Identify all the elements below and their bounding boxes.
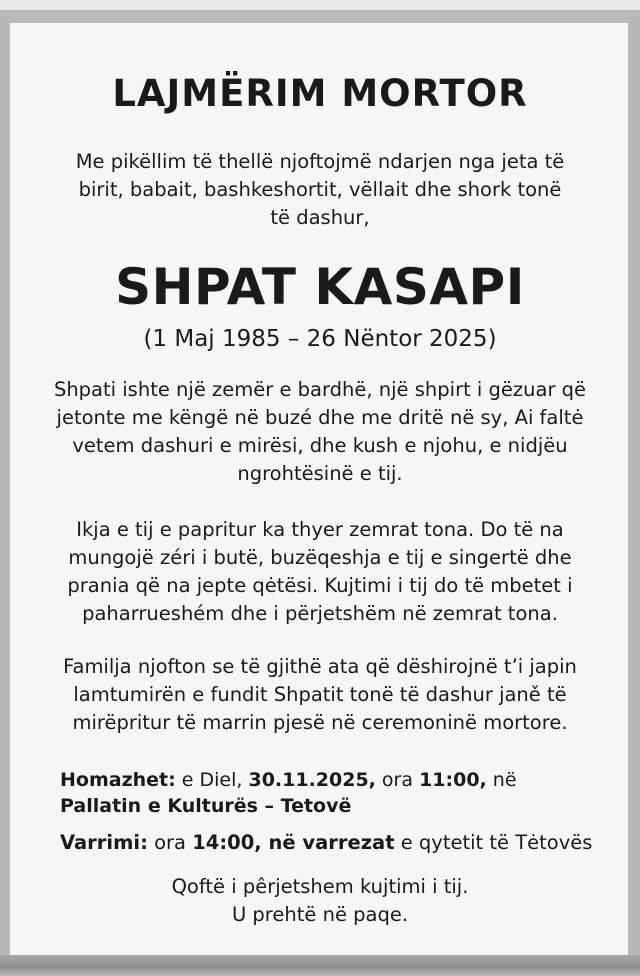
- text-line: Qoftë i pêrjetshem kujtimi i tij.: [171, 875, 469, 898]
- homazhet-details: [60, 767, 517, 819]
- paragraph-loss: [0, 516, 640, 628]
- homazhet-label: Homazhet:: [60, 769, 176, 791]
- text-line: vetem dashuri e mirësi, dhe kush e njohu, e nidjëu: [72, 434, 568, 457]
- homazhet-time: 11:00,: [419, 769, 487, 791]
- text-line: paharrueshém dhe i përjetshëm në zemrat tona.: [82, 602, 558, 625]
- text: ora: [375, 769, 420, 791]
- varrimi-details: [60, 830, 592, 856]
- intro-paragraph: [0, 148, 640, 232]
- varrimi-label: Varrimi:: [60, 831, 148, 854]
- text-line: Me pikëllim të thellë njoftojmë ndarjen nga jeta të: [75, 150, 565, 173]
- text-line: birit, babait, bashkeshortit, vëllait dhe shork tonë: [78, 178, 562, 201]
- text: në: [486, 769, 517, 791]
- poster-title: LAJMËRIM MORTOR: [112, 72, 528, 115]
- varrimi-time: 14:00,: [192, 831, 262, 854]
- homazhet-place: Pallatin e Kulturës – Tetovë: [60, 795, 352, 817]
- text-line: lamtumirën e fundit Shpatit tonë të dashur janě të: [73, 683, 567, 706]
- text: e qytetit të Tėtovës: [394, 831, 593, 854]
- text-line: prania që na jepte qėtësi. Kujtimi i tij do të mbetet i: [67, 574, 573, 597]
- text-line: mungojë zéri i butë, buzëqeshja e tij e singertë dhe: [68, 546, 572, 569]
- text-line: U prehtë në paqe.: [231, 903, 409, 926]
- text-line: ngrohtësinë e tij.: [237, 462, 403, 485]
- text-line: Shpati ishte një zemër e bardhë, një shpirt i gëzuar që: [53, 378, 587, 401]
- text-line: Ikja e tij e papritur ka thyer zemrat tona. Do të na: [76, 518, 564, 541]
- homazhet-date: 30.11.2025,: [248, 769, 376, 791]
- life-dates: (1 Maj 1985 – 26 Nëntor 2025): [143, 326, 497, 352]
- text-line: jetonte me këngë në buzé dhe me dritë në sy, Ai faltė: [56, 406, 584, 429]
- paragraph-tribute: [0, 376, 640, 488]
- frame-bottom-edge: [0, 955, 640, 976]
- text-line: Familja njofton se të gjithë ata që dëshirojnë t’i japin: [63, 655, 577, 678]
- homazhet-day: e Diel,: [175, 769, 249, 791]
- paragraph-invitation: [0, 653, 640, 737]
- deceased-name: SHPAT KASAPI: [115, 258, 525, 316]
- closing-words: [0, 873, 640, 929]
- text: ora: [147, 831, 193, 854]
- text-line: të dashur,: [270, 206, 370, 229]
- text-line: mirëpritur të marrin pjesë në ceremoninë mortore.: [72, 711, 568, 734]
- varrimi-place: në varrezat: [261, 831, 395, 854]
